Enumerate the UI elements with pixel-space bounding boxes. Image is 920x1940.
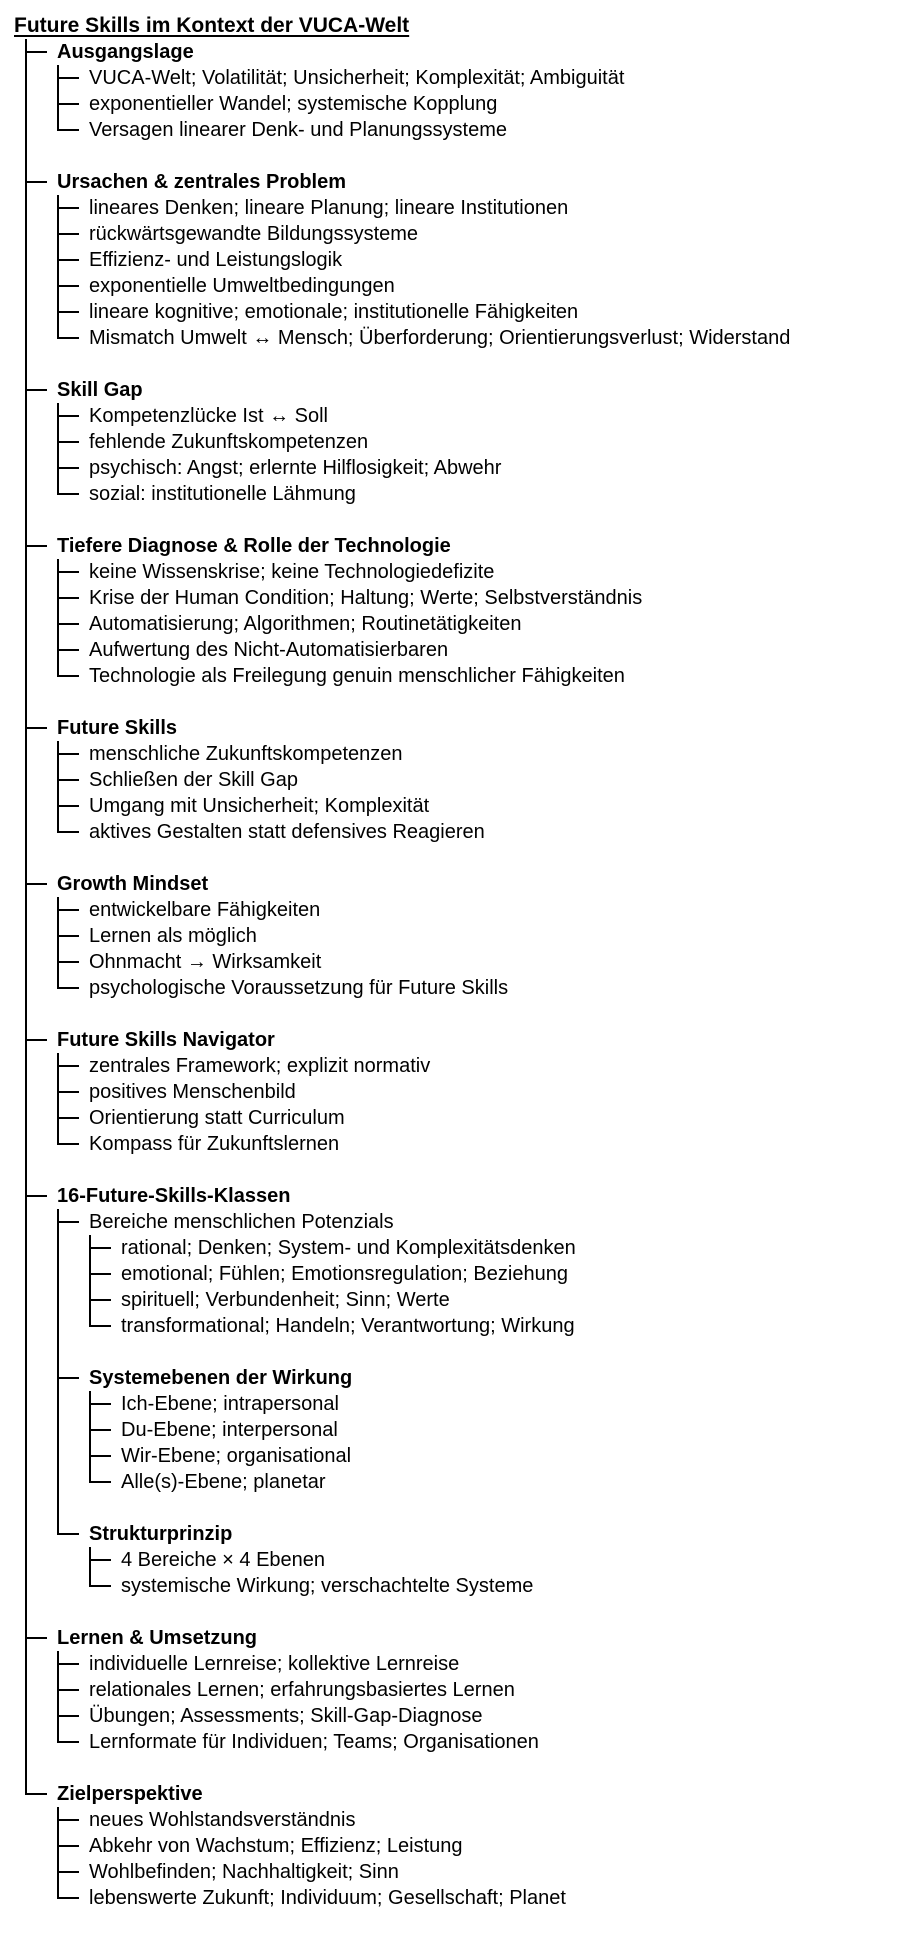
tree-item <box>89 1443 920 1469</box>
tree-section-heading: Lernen & Umsetzung <box>57 1627 258 1649</box>
tree-branch <box>89 1391 920 1495</box>
tree-item-label: 4 Bereiche × 4 Ebenen <box>121 1549 326 1571</box>
tree-item <box>57 793 920 819</box>
tree-branch <box>57 1053 920 1157</box>
tree-item-label: Bereiche menschlichen Potenzials <box>89 1211 394 1233</box>
tree-gap <box>25 507 920 533</box>
tree-section-heading: Strukturprinzip <box>89 1523 233 1545</box>
tree-section <box>25 1183 920 1599</box>
tree-item-label: psychisch: Angst; erlernte Hilflosigkeit; Abwehr <box>89 457 502 479</box>
tree-item <box>57 1703 920 1729</box>
tree-branch <box>57 403 920 507</box>
tree-item-label: Automatisierung; Algorithmen; Routinetätigkeiten <box>89 613 522 635</box>
tree-item <box>57 247 920 273</box>
tree-item-label: Versagen linearer Denk- und Planungssysteme <box>89 119 508 141</box>
tree-item-label: Kompass für Zukunftslernen <box>89 1133 340 1155</box>
tree-section <box>57 1365 920 1495</box>
tree-branch <box>57 1651 920 1755</box>
tree-item <box>57 1651 920 1677</box>
tree-item <box>89 1417 920 1443</box>
tree-gap <box>25 1599 920 1625</box>
tree-item-label: lineares Denken; lineare Planung; lineare Institutionen <box>89 197 569 219</box>
tree-branch <box>57 897 920 1001</box>
tree-item <box>89 1391 920 1417</box>
tree-section-heading: Ausgangslage <box>57 41 194 63</box>
tree-item-label: spirituell; Verbundenheit; Sinn; Werte <box>121 1289 450 1311</box>
tree-item-label: zentrales Framework; explizit normativ <box>89 1055 431 1077</box>
tree-item <box>89 1547 920 1573</box>
tree-section <box>57 1521 920 1599</box>
tree-item <box>57 455 920 481</box>
tree-item-label: fehlende Zukunftskompetenzen <box>89 431 369 453</box>
tree-section <box>25 169 920 351</box>
tree-section <box>25 1781 920 1911</box>
tree-item-label: rational; Denken; System- und Komplexitätsdenken <box>121 1237 576 1259</box>
tree-item-label: Abkehr von Wachstum; Effizienz; Leistung <box>89 1835 463 1857</box>
tree-item-label: positives Menschenbild <box>89 1081 296 1103</box>
tree-item <box>57 1833 920 1859</box>
tree-item-label: sozial: institutionelle Lähmung <box>89 483 356 505</box>
tree-gap <box>25 1001 920 1027</box>
tree-item-label: Ich-Ebene; intrapersonal <box>121 1393 339 1415</box>
tree-item-label: Ohnmacht → Wirksamkeit <box>89 951 322 973</box>
tree-item <box>89 1235 920 1261</box>
tree-item-label: neues Wohlstandsverständnis <box>89 1809 356 1831</box>
tree-item-label: exponentielle Umweltbedingungen <box>89 275 395 297</box>
tree-item <box>57 325 920 351</box>
tree-section <box>25 715 920 845</box>
tree-section-heading: Tiefere Diagnose & Rolle der Technologie <box>57 535 451 557</box>
tree-item-label: Technologie als Freilegung genuin menschlicher Fähigkeiten <box>89 665 625 687</box>
tree-item <box>57 585 920 611</box>
tree-branch <box>57 741 920 845</box>
tree-item-label: Lernformate für Individuen; Teams; Organisationen <box>89 1731 539 1753</box>
tree-item <box>57 637 920 663</box>
tree-section <box>25 1625 920 1755</box>
tree-item <box>57 91 920 117</box>
tree-item-label: rückwärtsgewandte Bildungssysteme <box>89 223 419 245</box>
tree-section-heading: 16-Future-Skills-Klassen <box>57 1185 291 1207</box>
tree-item-label: entwickelbare Fähigkeiten <box>89 899 321 921</box>
tree-item <box>57 1677 920 1703</box>
tree-item <box>57 1729 920 1755</box>
tree-gap <box>25 1755 920 1781</box>
tree-section-heading: Skill Gap <box>57 379 143 401</box>
tree-item <box>57 195 920 221</box>
tree-item <box>57 559 920 585</box>
tree-section <box>25 377 920 507</box>
tree-item <box>57 1209 920 1339</box>
tree-item <box>57 403 920 429</box>
tree-item-label: Schließen der Skill Gap <box>89 769 298 791</box>
tree-gap <box>25 689 920 715</box>
tree-item <box>57 949 920 975</box>
tree-item <box>57 221 920 247</box>
tree-branch <box>89 1235 920 1339</box>
tree-gap <box>25 351 920 377</box>
tree-section-heading: Future Skills <box>57 717 178 739</box>
tree-item <box>89 1313 920 1339</box>
tree-branch <box>57 1807 920 1911</box>
tree-item-label: exponentieller Wandel; systemische Kopplung <box>89 93 498 115</box>
tree-gap <box>57 1495 920 1521</box>
tree-item <box>89 1469 920 1495</box>
tree-item <box>57 611 920 637</box>
tree-branch <box>89 1547 920 1599</box>
tree-item <box>57 1131 920 1157</box>
tree-branch <box>57 559 920 689</box>
tree-item-label: Orientierung statt Curriculum <box>89 1107 345 1129</box>
tree-item-label: relationales Lernen; erfahrungsbasiertes Lernen <box>89 1679 515 1701</box>
tree-item-label: keine Wissenskrise; keine Technologiedefizite <box>89 561 495 583</box>
tree-gap <box>25 845 920 871</box>
tree-section <box>25 1027 920 1157</box>
tree-item-label: aktives Gestalten statt defensives Reagieren <box>89 821 485 843</box>
tree-item-label: lebenswerte Zukunft; Individuum; Gesellschaft; Planet <box>89 1887 566 1909</box>
tree-branch <box>57 195 920 351</box>
tree-item <box>57 299 920 325</box>
tree-item-label: systemische Wirkung; verschachtelte Systeme <box>121 1575 534 1597</box>
tree-item <box>57 1053 920 1079</box>
tree-branch <box>57 1209 920 1599</box>
tree-item <box>57 1885 920 1911</box>
tree-item-label: Effizienz- und Leistungslogik <box>89 249 343 271</box>
tree-item-label: Wohlbefinden; Nachhaltigkeit; Sinn <box>89 1861 399 1883</box>
tree-item <box>57 767 920 793</box>
tree-gap <box>57 1339 920 1365</box>
tree-item-label: lineare kognitive; emotionale; institutionelle Fähigkeiten <box>89 301 579 323</box>
tree-branch <box>57 65 920 143</box>
tree-section-heading: Future Skills Navigator <box>57 1029 275 1051</box>
tree-section <box>25 533 920 689</box>
tree-item <box>57 975 920 1001</box>
tree-item <box>57 741 920 767</box>
tree-item-label: Krise der Human Condition; Haltung; Werte; Selbstverständnis <box>89 587 643 609</box>
tree-item-label: individuelle Lernreise; kollektive Lernreise <box>89 1653 460 1675</box>
tree-item-label: psychologische Voraussetzung für Future Skills <box>89 977 509 999</box>
tree-item <box>57 481 920 507</box>
tree-item <box>57 429 920 455</box>
tree-item-label: Übungen; Assessments; Skill-Gap-Diagnose <box>89 1705 483 1727</box>
tree-item-label: emotional; Fühlen; Emotionsregulation; Beziehung <box>121 1263 568 1285</box>
tree-item <box>89 1261 920 1287</box>
tree-item-label: menschliche Zukunftskompetenzen <box>89 743 403 765</box>
tree-item <box>57 273 920 299</box>
tree-item-label: Umgang mit Unsicherheit; Komplexität <box>89 795 430 817</box>
tree-section <box>25 871 920 1001</box>
tree-item <box>57 1079 920 1105</box>
tree-item-label: Mismatch Umwelt ↔ Mensch; Überforderung; Orientierungsverlust; Widerstand <box>89 327 791 349</box>
tree-item-label: VUCA-Welt; Volatilität; Unsicherheit; Komplexität; Ambiguität <box>89 67 625 89</box>
tree-item <box>57 663 920 689</box>
tree-section-heading: Growth Mindset <box>57 873 209 895</box>
tree-item-label: transformational; Handeln; Verantwortung; Wirkung <box>121 1315 575 1337</box>
outline-tree <box>25 39 920 1911</box>
tree-item-label: Du-Ebene; interpersonal <box>121 1419 338 1441</box>
tree-item <box>57 1807 920 1833</box>
tree-gap <box>25 143 920 169</box>
tree-item-label: Kompetenzlücke Ist ↔ Soll <box>89 405 328 427</box>
tree-item-label: Lernen als möglich <box>89 925 257 947</box>
tree-item <box>89 1573 920 1599</box>
tree-item <box>57 65 920 91</box>
tree-section-heading: Ursachen & zentrales Problem <box>57 171 346 193</box>
tree-item <box>89 1287 920 1313</box>
tree-item-label: Wir-Ebene; organisational <box>121 1445 352 1467</box>
tree-item <box>57 897 920 923</box>
tree-section-heading: Zielperspektive <box>57 1783 203 1805</box>
tree-gap <box>25 1157 920 1183</box>
tree-item <box>57 923 920 949</box>
tree-item-label: Alle(s)-Ebene; planetar <box>121 1471 326 1493</box>
page-title: Future Skills im Kontext der VUCA-Welt <box>14 14 410 37</box>
tree-item <box>57 1105 920 1131</box>
tree-section-heading: Systemebenen der Wirkung <box>89 1367 353 1389</box>
tree-item <box>57 117 920 143</box>
tree-section <box>25 39 920 143</box>
tree-item <box>57 1859 920 1885</box>
tree-item-label: Aufwertung des Nicht-Automatisierbaren <box>89 639 449 661</box>
tree-item <box>57 819 920 845</box>
